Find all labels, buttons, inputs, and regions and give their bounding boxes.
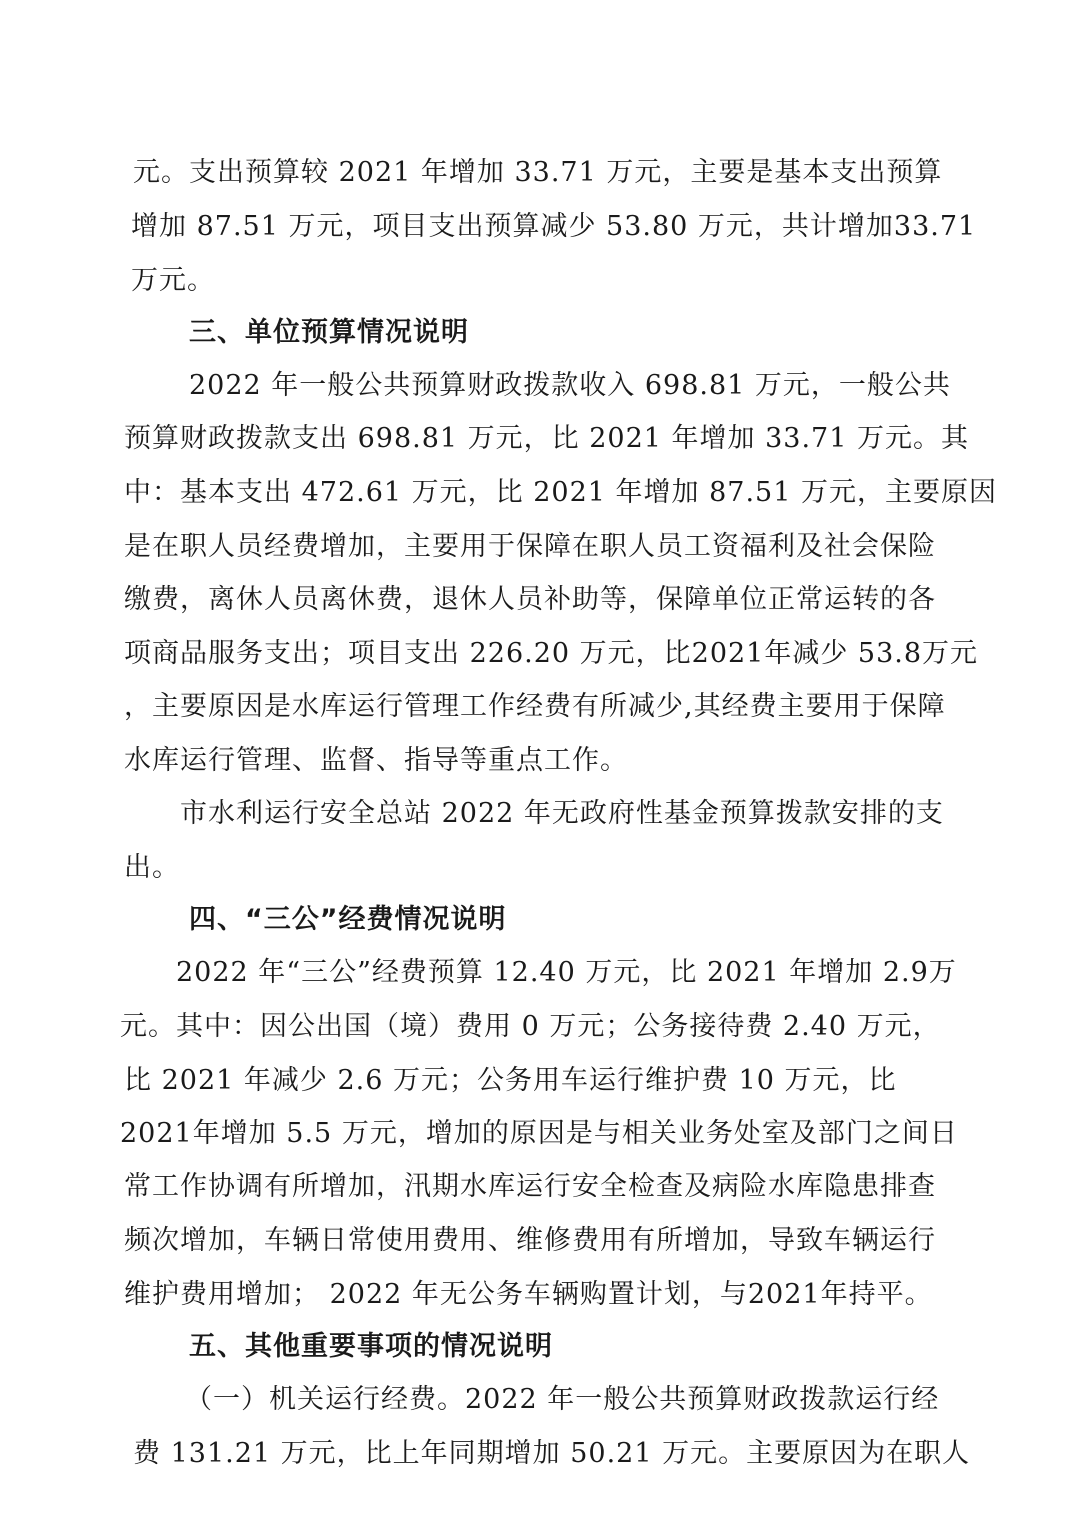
body-line-18: 比 2021 年减少 2.6 万元；公务用车运行维护费 10 万元，比 (124, 1065, 897, 1096)
body-line-3: 万元。 (131, 265, 215, 296)
section-heading-4: 四、“三公”经费情况说明 (189, 904, 507, 935)
section-heading-5: 五、其他重要事项的情况说明 (189, 1331, 553, 1362)
body-line-13: 市水利运行安全总站 2022 年无政府性基金预算拨款安排的支 (180, 798, 944, 829)
body-line-25: 费 131.21 万元，比上年同期增加 50.21 万元。主要原因为在职人 (133, 1438, 971, 1469)
body-line-12: 水库运行管理、监督、指导等重点工作。 (124, 745, 628, 776)
body-line-19: 2021年增加 5.5 万元，增加的原因是与相关业务处室及部门之间日 (120, 1118, 958, 1149)
body-line-14: 出。 (124, 852, 180, 883)
body-line-10: 项商品服务支出；项目支出 226.20 万元，比2021年减少 53.8万元 (124, 638, 979, 669)
body-line-24: （一）机关运行经费。2022 年一般公共预算财政拨款运行经 (185, 1384, 940, 1415)
body-line-2: 增加 87.51 万元，项目支出预算减少 53.80 万元，共计增加33.71 (131, 211, 977, 242)
section-heading-3: 三、单位预算情况说明 (189, 317, 469, 348)
body-line-17: 元。其中：因公出国（境）费用 0 万元；公务接待费 2.40 万元， (120, 1011, 941, 1042)
body-line-16: 2022 年“三公”经费预算 12.40 万元，比 2021 年增加 2.9万 (176, 957, 957, 988)
body-line-7: 中：基本支出 472.61 万元，比 2021 年增加 87.51 万元，主要原因 (124, 477, 997, 508)
body-line-20: 常工作协调有所增加，汛期水库运行安全检查及病险水库隐患排查 (124, 1171, 936, 1202)
body-line-11: ，主要原因是水库运行管理工作经费有所减少,其经费主要用于保障 (124, 691, 946, 722)
body-line-9: 缴费，离休人员离休费，退休人员补助等，保障单位正常运转的各 (124, 584, 936, 615)
body-line-5: 2022 年一般公共预算财政拨款收入 698.81 万元，一般公共 (189, 370, 951, 401)
body-line-21: 频次增加，车辆日常使用费用、维修费用有所增加，导致车辆运行 (124, 1225, 936, 1256)
body-line-8: 是在职人员经费增加，主要用于保障在职人员工资福利及社会保险 (124, 531, 936, 562)
body-line-22: 维护费用增加； 2022 年无公务车辆购置计划，与2021年持平。 (124, 1279, 933, 1310)
body-line-1: 元。支出预算较 2021 年增加 33.71 万元，主要是基本支出预算 (133, 157, 943, 188)
body-line-6: 预算财政拨款支出 698.81 万元，比 2021 年增加 33.71 万元。其 (124, 423, 969, 454)
